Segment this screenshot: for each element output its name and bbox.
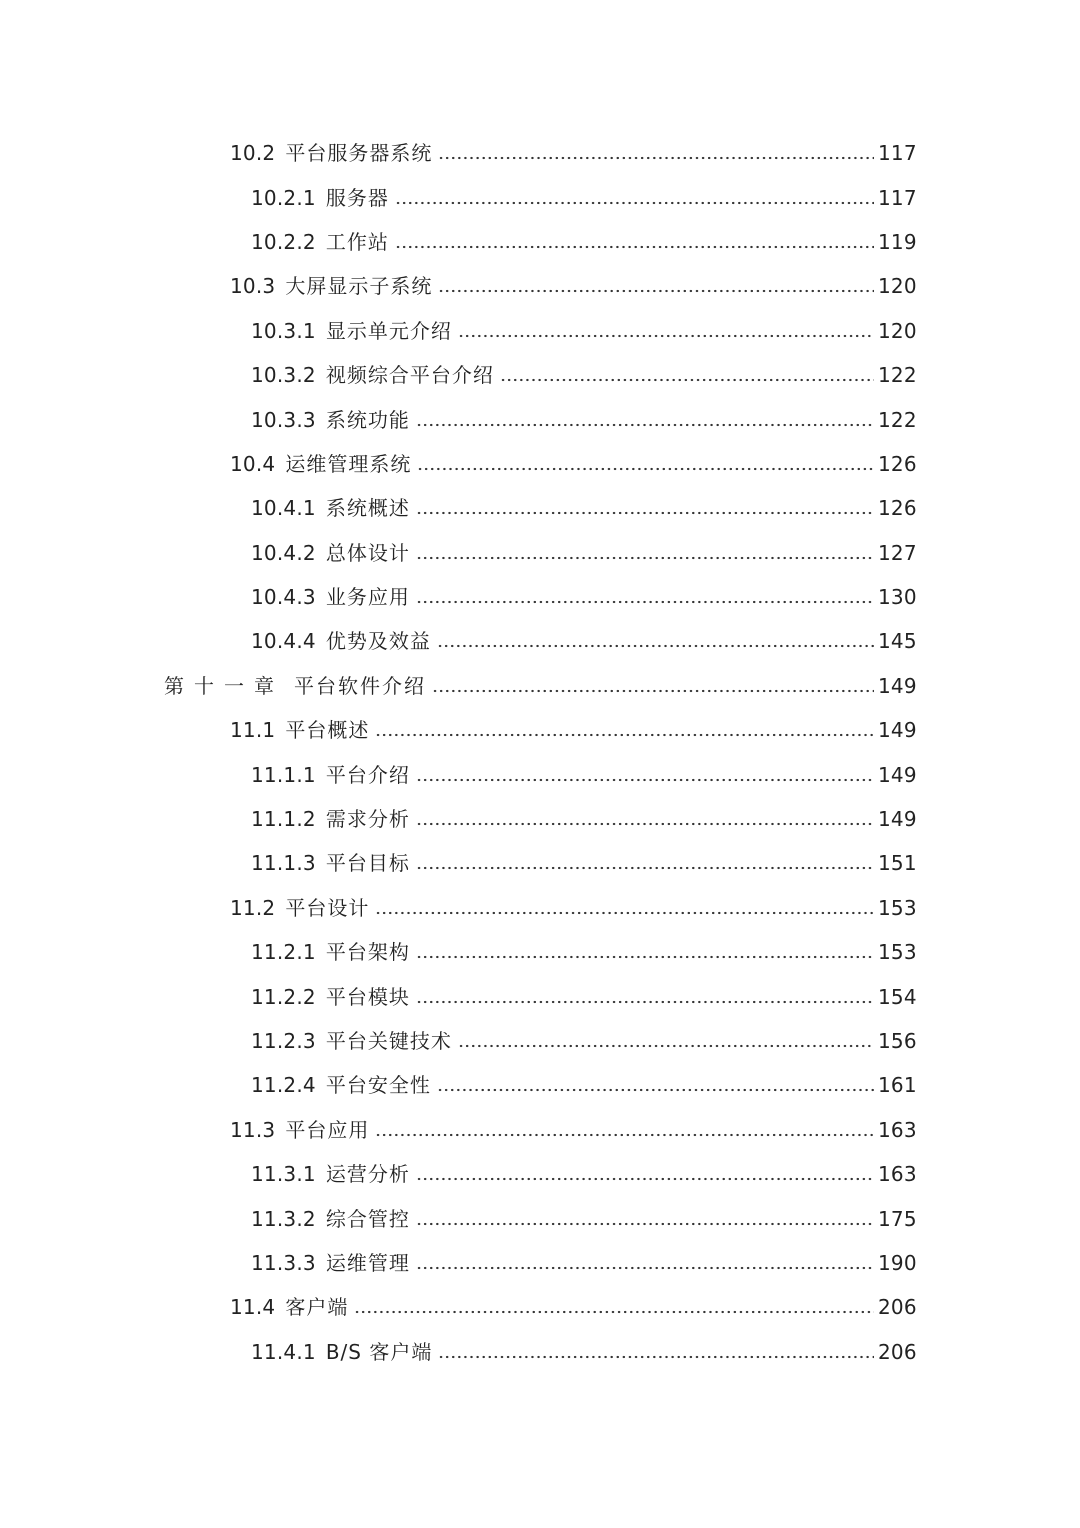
toc-entry-title: 平台概述: [285, 718, 370, 743]
toc-entry-11-4-1[interactable]: [0, 1330, 916, 1374]
toc-entry-number: 10.4.2: [251, 540, 316, 565]
toc-entry-title: 显示单元介绍: [325, 318, 452, 343]
toc-entry-page: 156: [878, 1029, 917, 1053]
toc-entry-11-1-3[interactable]: [0, 841, 916, 885]
dot-leader: [416, 955, 874, 959]
toc-entry-number: 11.2.2: [251, 984, 316, 1009]
toc-entry-number: 10.2.1: [251, 185, 316, 210]
dot-leader: [417, 467, 874, 471]
toc-entry-number: 10.3.2: [251, 363, 316, 388]
toc-entry-title: 大屏显示子系统: [285, 274, 433, 299]
toc-entry-11-3-3[interactable]: [0, 1241, 916, 1285]
toc-entry-page: 149: [878, 807, 917, 832]
toc-entry-title: 综合管控: [325, 1206, 410, 1231]
toc-entry-page: 149: [878, 718, 917, 743]
toc-entry-title: 服务器: [325, 185, 389, 210]
toc-entry-page: 175: [878, 1206, 917, 1231]
toc-entry-title: 运营分析: [325, 1162, 410, 1187]
toc-entry-10-4-2[interactable]: [0, 531, 916, 575]
toc-entry-number: 11.4.1: [251, 1339, 316, 1364]
dot-leader: [416, 822, 874, 826]
toc-entry-title: 业务应用: [325, 585, 410, 610]
toc-entry-page: 153: [878, 895, 917, 920]
toc-entry-page: 120: [878, 318, 917, 343]
toc-entry-page: 117: [878, 185, 917, 210]
toc-entry-page: 117: [878, 141, 917, 166]
toc-entry-page: 153: [878, 940, 917, 965]
toc-entry-number: 10.4: [230, 451, 276, 476]
toc-entry-11-3[interactable]: [0, 1108, 916, 1152]
toc-entry-number: 11.2: [230, 895, 276, 920]
toc-entry-title: 平台介绍: [325, 762, 410, 787]
dot-leader: [437, 644, 874, 648]
toc-entry-number: 10.4.3: [251, 585, 316, 610]
toc-entry-page: 163: [878, 1162, 917, 1187]
dot-leader: [416, 1222, 874, 1226]
toc-entry-10-3[interactable]: [0, 264, 916, 308]
toc-entry-number: 11.3.1: [251, 1162, 316, 1187]
toc-entry-title: 优势及效益: [325, 629, 431, 654]
toc-entry-title: 运维管理: [325, 1250, 410, 1275]
toc-entry-number: 11.4: [230, 1295, 276, 1320]
dot-leader: [416, 1177, 874, 1181]
toc-entry-10-2[interactable]: [0, 131, 916, 175]
toc-entry-number: 10.3.1: [251, 318, 316, 343]
toc-entry-number: 11.2.3: [251, 1029, 316, 1053]
toc-entry-11-2-4[interactable]: [0, 1063, 916, 1107]
toc-entry-number: 11.1: [230, 718, 276, 743]
toc-entry-title: 平台设计: [285, 895, 370, 920]
toc-entry-number: 10.4.4: [251, 629, 316, 654]
toc-entry-page: 206: [878, 1295, 917, 1320]
toc-entry-title: 总体设计: [325, 540, 410, 565]
toc-entry-11-3-1[interactable]: [0, 1152, 916, 1196]
toc-entry-10-3-3[interactable]: [0, 397, 916, 441]
dot-leader: [437, 1088, 874, 1092]
dot-leader: [375, 911, 874, 915]
dot-leader: [375, 1133, 874, 1137]
toc-entry-11-3-2[interactable]: [0, 1196, 916, 1240]
toc-entry-number: 11.1.3: [251, 851, 316, 876]
dot-leader: [458, 1044, 874, 1048]
toc-entry-10-3-1[interactable]: [0, 309, 916, 353]
dot-leader: [500, 378, 874, 382]
toc-entry-title: 工作站: [325, 229, 389, 254]
toc-entry-number: 11.1.1: [251, 762, 316, 787]
toc-entry-page: 161: [878, 1073, 917, 1098]
toc-entry-page: 149: [878, 673, 917, 698]
toc-entry-10-4[interactable]: [0, 442, 916, 486]
toc-entry-11-1-1[interactable]: [0, 752, 916, 796]
dot-leader: [354, 1310, 874, 1314]
dot-leader: [416, 1266, 874, 1270]
toc-entry-10-2-2[interactable]: [0, 220, 916, 264]
toc-entry-number: 10.4.1: [251, 496, 316, 521]
toc-entry-chapter-11[interactable]: [0, 664, 916, 708]
toc-entry-number: 10.2.2: [251, 229, 316, 254]
toc-entry-title: 平台架构: [325, 940, 410, 965]
dot-leader: [416, 556, 874, 560]
dot-leader: [395, 245, 874, 249]
toc-entry-title: 运维管理系统: [285, 451, 412, 476]
toc-entry-title: 平台软件介绍: [294, 673, 426, 698]
toc-entry-page: 119: [878, 229, 917, 254]
toc-entry-10-3-2[interactable]: [0, 353, 916, 397]
toc-entry-title: 平台目标: [325, 851, 410, 876]
toc-entry-10-4-1[interactable]: [0, 486, 916, 530]
toc-entry-page: 151: [878, 851, 917, 876]
toc-entry-title: 平台安全性: [325, 1073, 431, 1098]
toc-entry-number: 11.1.2: [251, 807, 316, 832]
toc-entry-page: 127: [878, 540, 917, 565]
toc-entry-11-1[interactable]: [0, 708, 916, 752]
toc-entry-11-1-2[interactable]: [0, 797, 916, 841]
table-of-contents: [0, 131, 1080, 1374]
toc-entry-page: 145: [878, 629, 917, 654]
dot-leader: [438, 1355, 874, 1359]
dot-leader: [395, 201, 874, 205]
dot-leader: [416, 600, 874, 604]
toc-entry-number: 10.2: [230, 141, 276, 166]
toc-entry-11-2[interactable]: [0, 886, 916, 930]
toc-entry-title: 需求分析: [325, 807, 410, 832]
toc-entry-title: 系统功能: [325, 407, 410, 432]
toc-entry-page: 126: [878, 451, 917, 476]
toc-entry-page: 122: [878, 363, 917, 388]
toc-entry-11-2-2[interactable]: [0, 974, 916, 1018]
toc-entry-title: 平台应用: [285, 1117, 370, 1142]
toc-entry-title: 平台关键技术: [325, 1029, 452, 1053]
toc-entry-number: 第十一章: [164, 673, 284, 698]
toc-entry-title: B/S 客户端: [325, 1339, 433, 1364]
toc-entry-page: 163: [878, 1117, 917, 1142]
dot-leader: [458, 334, 874, 338]
toc-entry-title: 系统概述: [325, 496, 410, 521]
dot-leader: [416, 1000, 874, 1004]
toc-entry-number: 10.3.3: [251, 407, 316, 432]
dot-leader: [438, 156, 874, 160]
toc-entry-title: 视频综合平台介绍: [325, 363, 494, 388]
toc-entry-11-2-1[interactable]: [0, 930, 916, 974]
toc-entry-page: 130: [878, 585, 917, 610]
toc-entry-title: 平台服务器系统: [285, 141, 433, 166]
toc-entry-page: 149: [878, 762, 917, 787]
toc-entry-number: 11.3.3: [251, 1250, 316, 1275]
toc-entry-page: 206: [878, 1339, 917, 1364]
toc-entry-page: 122: [878, 407, 917, 432]
toc-entry-number: 11.3: [230, 1117, 276, 1142]
toc-entry-11-4[interactable]: [0, 1285, 916, 1329]
toc-entry-page: 154: [878, 984, 917, 1009]
toc-entry-title: 平台模块: [325, 984, 410, 1009]
toc-entry-page: 190: [878, 1250, 917, 1275]
toc-entry-page: 120: [878, 274, 917, 299]
toc-entry-number: 11.2.1: [251, 940, 316, 965]
dot-leader: [432, 689, 874, 693]
toc-entry-number: 11.3.2: [251, 1206, 316, 1231]
toc-entry-10-4-4[interactable]: [0, 619, 916, 663]
dot-leader: [416, 423, 874, 427]
dot-leader: [375, 733, 874, 737]
toc-entry-number: 10.3: [230, 274, 276, 299]
dot-leader: [416, 778, 874, 782]
toc-entry-page: 126: [878, 496, 917, 521]
toc-entry-10-2-1[interactable]: [0, 175, 916, 219]
toc-entry-11-2-3[interactable]: [0, 1019, 916, 1063]
toc-entry-10-4-3[interactable]: [0, 575, 916, 619]
dot-leader: [438, 289, 874, 293]
dot-leader: [416, 866, 874, 870]
dot-leader: [416, 511, 874, 515]
toc-entry-title: 客户端: [285, 1295, 349, 1320]
toc-entry-number: 11.2.4: [251, 1073, 316, 1098]
